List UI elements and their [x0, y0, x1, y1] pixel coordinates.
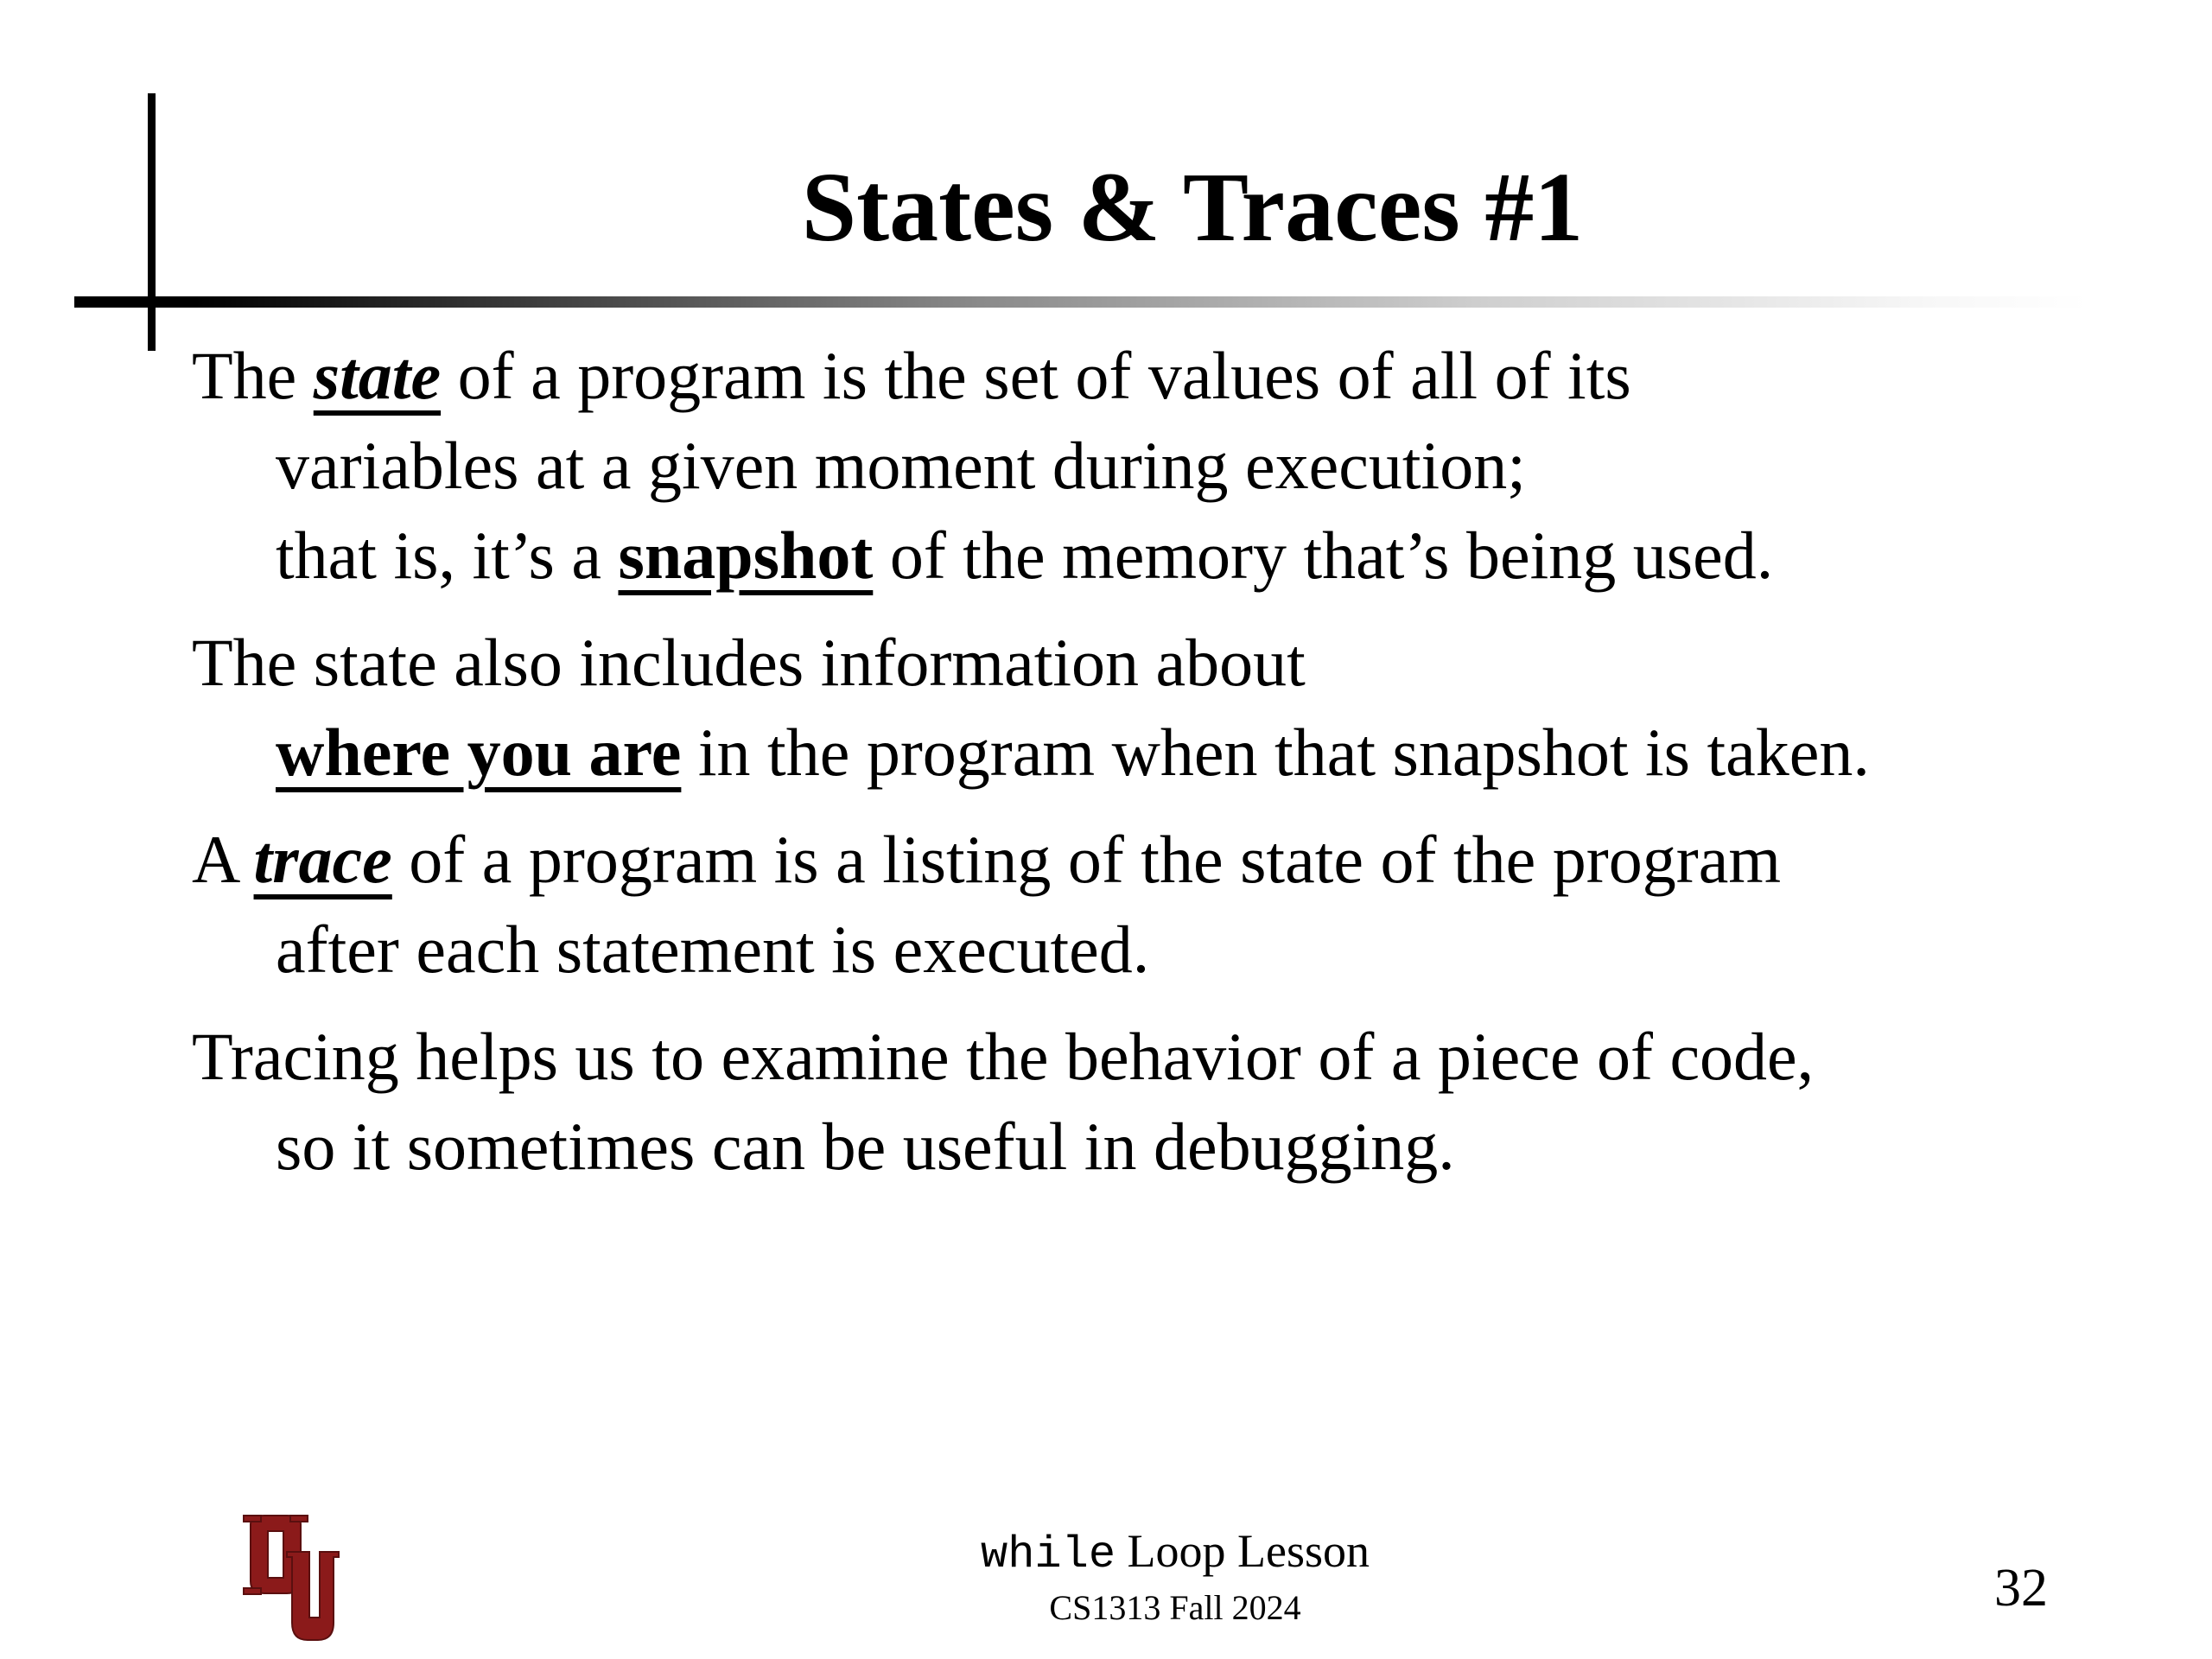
page-number: 32: [1994, 1559, 2048, 1618]
line: Tracing helps us to examine the behavior of a piece of code,: [192, 1019, 1815, 1094]
line: that is, it’s a snapshot of the memory that’s being used.: [276, 518, 1774, 593]
paragraph-state-definition: [192, 331, 2119, 601]
term-where-you-are: where you are: [276, 715, 682, 790]
line: where you are in the program when that snapshot is taken.: [276, 715, 1870, 790]
line: The state also includes information about: [192, 625, 1306, 700]
horizontal-accent-line: [74, 296, 2088, 308]
paragraph-tracing-usage: [192, 1012, 2119, 1192]
vertical-accent-line: [148, 93, 156, 351]
line: so it sometimes can be useful in debugging.: [276, 1109, 1455, 1184]
line: after each statement is executed.: [276, 912, 1150, 987]
lesson-title: while Loop Lesson: [981, 1525, 1370, 1580]
term-snapshot: snapshot: [618, 518, 874, 593]
slide-title: States & Traces #1: [801, 152, 1584, 262]
line: A trace of a program is a listing of the state of the program: [192, 822, 1782, 897]
slide-footer: [864, 1522, 1486, 1632]
ou-logo-icon: [240, 1514, 342, 1643]
paragraph-state-location: [192, 618, 2119, 798]
line: The state of a program is the set of values of all of its: [192, 338, 1631, 413]
paragraph-trace-definition: [192, 815, 2119, 995]
slide-body: [192, 331, 2119, 1209]
course-label: CS1313 Fall 2024: [1049, 1588, 1301, 1627]
term-state: state: [313, 338, 442, 413]
code-keyword: while: [981, 1529, 1116, 1580]
line: variables at a given moment during execution;: [276, 428, 1526, 503]
term-trace: trace: [253, 822, 392, 897]
